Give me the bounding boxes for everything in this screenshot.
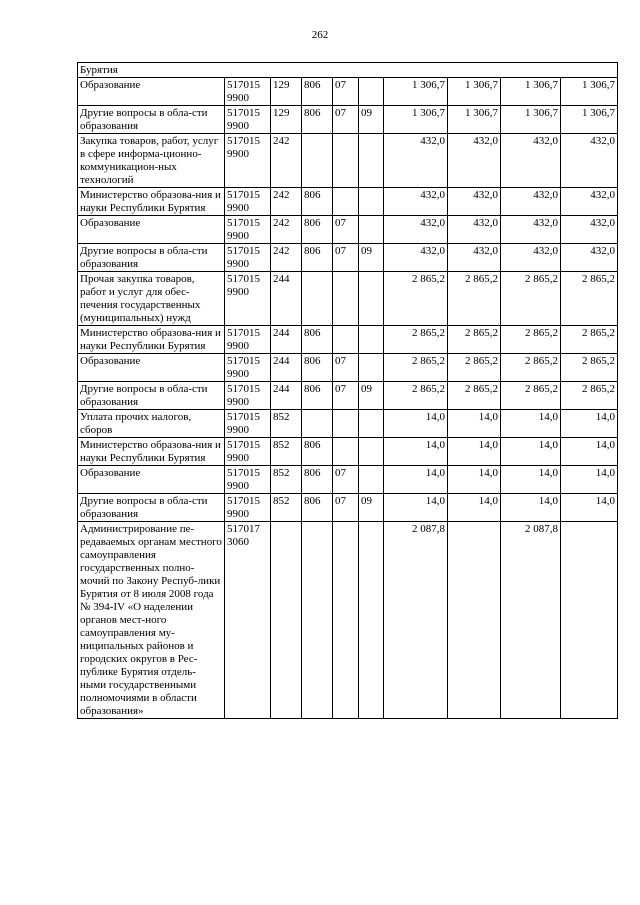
section-code-cell: 07: [333, 216, 359, 244]
item-name-cell: Образование: [78, 216, 225, 244]
expense-type-cell: 244: [271, 382, 302, 410]
item-name-cell: Министерство образова-ния и науки Республики Бурятия: [78, 438, 225, 466]
target-article-cell: 517015 9900: [225, 410, 271, 438]
subsection-code-cell: [359, 134, 384, 188]
table-row: [78, 106, 618, 134]
amount-cell-1: 432,0: [384, 244, 448, 272]
amount-cell-3: 2 865,2: [501, 326, 561, 354]
amount-cell-3: 1 306,7: [501, 78, 561, 106]
target-article-cell: 517015 9900: [225, 466, 271, 494]
amount-cell-4: 2 865,2: [561, 354, 618, 382]
department-code-cell: [302, 272, 333, 326]
subsection-code-cell: [359, 272, 384, 326]
table-row: [78, 522, 618, 719]
item-name-cell: Администрирование пе-редаваемых органам местного самоуправления государственных полно-мочий по Закону Респуб-лики Бурятия от 8 июля 2008 года № 394-IV «О наделении органов мест-ного самоуправления му-ниципальных районов и городских округов в Рес-публике Бурятия отдель-ными государственными полномочиями в области образования»: [78, 522, 225, 719]
section-code-cell: 07: [333, 78, 359, 106]
table-row: [78, 382, 618, 410]
item-name-cell: Закупка товаров, работ, услуг в сфере информа-ционно-коммуникацион-ных технологий: [78, 134, 225, 188]
item-name-cell: Другие вопросы в обла-сти образования: [78, 494, 225, 522]
section-code-cell: [333, 188, 359, 216]
subsection-code-cell: [359, 78, 384, 106]
subsection-code-cell: 09: [359, 494, 384, 522]
amount-cell-4: 2 865,2: [561, 382, 618, 410]
amount-cell-4: 2 865,2: [561, 272, 618, 326]
item-name-cell: Другие вопросы в обла-сти образования: [78, 106, 225, 134]
amount-cell-4: 432,0: [561, 134, 618, 188]
subsection-code-cell: [359, 188, 384, 216]
region-continuation-cell: Бурятия: [78, 63, 618, 78]
expense-type-cell: 244: [271, 326, 302, 354]
item-name-cell: Другие вопросы в обла-сти образования: [78, 244, 225, 272]
target-article-cell: 517015 9900: [225, 494, 271, 522]
amount-cell-4: 2 865,2: [561, 326, 618, 354]
amount-cell-3: 432,0: [501, 244, 561, 272]
target-article-cell: 517015 9900: [225, 78, 271, 106]
amount-cell-1: 14,0: [384, 466, 448, 494]
subsection-code-cell: 09: [359, 382, 384, 410]
amount-cell-4: 1 306,7: [561, 78, 618, 106]
amount-cell-3: 2 087,8: [501, 522, 561, 719]
section-code-cell: 07: [333, 382, 359, 410]
amount-cell-3: 432,0: [501, 188, 561, 216]
section-code-cell: 07: [333, 354, 359, 382]
subsection-code-cell: 09: [359, 106, 384, 134]
amount-cell-4: 14,0: [561, 494, 618, 522]
amount-cell-2: 2 865,2: [448, 326, 501, 354]
item-name-cell: Министерство образова-ния и науки Республики Бурятия: [78, 188, 225, 216]
table-row: [78, 244, 618, 272]
target-article-cell: 517015 9900: [225, 382, 271, 410]
amount-cell-3: 14,0: [501, 494, 561, 522]
target-article-cell: 517015 9900: [225, 134, 271, 188]
department-code-cell: [302, 134, 333, 188]
amount-cell-1: 2 865,2: [384, 382, 448, 410]
item-name-cell: Образование: [78, 354, 225, 382]
subsection-code-cell: [359, 438, 384, 466]
amount-cell-1: 2 087,8: [384, 522, 448, 719]
section-code-cell: 07: [333, 494, 359, 522]
department-code-cell: [302, 522, 333, 719]
department-code-cell: [302, 410, 333, 438]
section-code-cell: 07: [333, 106, 359, 134]
target-article-cell: 517017 3060: [225, 522, 271, 719]
amount-cell-2: 14,0: [448, 466, 501, 494]
table-header-row: [78, 63, 618, 78]
table-row: [78, 494, 618, 522]
expense-type-cell: 852: [271, 494, 302, 522]
amount-cell-4: 14,0: [561, 438, 618, 466]
amount-cell-1: 2 865,2: [384, 354, 448, 382]
amount-cell-3: 2 865,2: [501, 354, 561, 382]
amount-cell-2: 14,0: [448, 438, 501, 466]
amount-cell-4: 14,0: [561, 466, 618, 494]
target-article-cell: 517015 9900: [225, 244, 271, 272]
target-article-cell: 517015 9900: [225, 106, 271, 134]
amount-cell-4: 14,0: [561, 410, 618, 438]
amount-cell-2: 2 865,2: [448, 382, 501, 410]
amount-cell-3: 14,0: [501, 410, 561, 438]
amount-cell-4: 432,0: [561, 216, 618, 244]
table-row: [78, 354, 618, 382]
section-code-cell: [333, 326, 359, 354]
amount-cell-2: [448, 522, 501, 719]
expense-type-cell: 244: [271, 354, 302, 382]
section-code-cell: [333, 438, 359, 466]
subsection-code-cell: 09: [359, 244, 384, 272]
section-code-cell: 07: [333, 244, 359, 272]
department-code-cell: 806: [302, 244, 333, 272]
subsection-code-cell: [359, 410, 384, 438]
section-code-cell: 07: [333, 466, 359, 494]
amount-cell-2: 432,0: [448, 188, 501, 216]
table-row: [78, 134, 618, 188]
table-row: [78, 410, 618, 438]
subsection-code-cell: [359, 326, 384, 354]
department-code-cell: 806: [302, 466, 333, 494]
expense-type-cell: 852: [271, 466, 302, 494]
page-number: 262: [311, 29, 329, 41]
table-row: [78, 188, 618, 216]
department-code-cell: 806: [302, 438, 333, 466]
amount-cell-4: 1 306,7: [561, 106, 618, 134]
target-article-cell: 517015 9900: [225, 188, 271, 216]
amount-cell-1: 1 306,7: [384, 106, 448, 134]
department-code-cell: 806: [302, 188, 333, 216]
amount-cell-2: 14,0: [448, 410, 501, 438]
target-article-cell: 517015 9900: [225, 216, 271, 244]
table-row: [78, 272, 618, 326]
amount-cell-1: 14,0: [384, 410, 448, 438]
item-name-cell: Министерство образова-ния и науки Республики Бурятия: [78, 326, 225, 354]
target-article-cell: 517015 9900: [225, 354, 271, 382]
amount-cell-3: 14,0: [501, 438, 561, 466]
amount-cell-1: 2 865,2: [384, 326, 448, 354]
item-name-cell: Образование: [78, 78, 225, 106]
section-code-cell: [333, 410, 359, 438]
amount-cell-1: 2 865,2: [384, 272, 448, 326]
section-code-cell: [333, 522, 359, 719]
amount-cell-3: 14,0: [501, 466, 561, 494]
expense-type-cell: 242: [271, 188, 302, 216]
section-code-cell: [333, 272, 359, 326]
subsection-code-cell: [359, 466, 384, 494]
amount-cell-3: 432,0: [501, 216, 561, 244]
expense-type-cell: 852: [271, 410, 302, 438]
table-row: [78, 438, 618, 466]
amount-cell-2: 2 865,2: [448, 354, 501, 382]
department-code-cell: 806: [302, 216, 333, 244]
item-name-cell: Уплата прочих налогов, сборов: [78, 410, 225, 438]
amount-cell-2: 432,0: [448, 134, 501, 188]
budget-table: [77, 62, 618, 719]
amount-cell-2: 2 865,2: [448, 272, 501, 326]
department-code-cell: 806: [302, 326, 333, 354]
expense-type-cell: 242: [271, 134, 302, 188]
item-name-cell: Образование: [78, 466, 225, 494]
expense-type-cell: 852: [271, 438, 302, 466]
subsection-code-cell: [359, 354, 384, 382]
amount-cell-3: 1 306,7: [501, 106, 561, 134]
amount-cell-1: 1 306,7: [384, 78, 448, 106]
expense-type-cell: 242: [271, 244, 302, 272]
amount-cell-1: 432,0: [384, 134, 448, 188]
amount-cell-3: 432,0: [501, 134, 561, 188]
item-name-cell: Другие вопросы в обла-сти образования: [78, 382, 225, 410]
amount-cell-3: 2 865,2: [501, 272, 561, 326]
amount-cell-1: 14,0: [384, 494, 448, 522]
expense-type-cell: 129: [271, 78, 302, 106]
department-code-cell: 806: [302, 106, 333, 134]
table-row: [78, 78, 618, 106]
item-name-cell: Прочая закупка товаров, работ и услуг для обес-печения государственных (муниципальных) нужд: [78, 272, 225, 326]
table-row: [78, 326, 618, 354]
table-row: [78, 466, 618, 494]
department-code-cell: 806: [302, 78, 333, 106]
amount-cell-3: 2 865,2: [501, 382, 561, 410]
expense-type-cell: 129: [271, 106, 302, 134]
target-article-cell: 517015 9900: [225, 272, 271, 326]
expense-type-cell: [271, 522, 302, 719]
section-code-cell: [333, 134, 359, 188]
target-article-cell: 517015 9900: [225, 326, 271, 354]
subsection-code-cell: [359, 216, 384, 244]
subsection-code-cell: [359, 522, 384, 719]
amount-cell-2: 14,0: [448, 494, 501, 522]
amount-cell-4: 432,0: [561, 188, 618, 216]
department-code-cell: 806: [302, 494, 333, 522]
expense-type-cell: 242: [271, 216, 302, 244]
amount-cell-1: 14,0: [384, 438, 448, 466]
amount-cell-4: 432,0: [561, 244, 618, 272]
table-row: [78, 216, 618, 244]
expense-type-cell: 244: [271, 272, 302, 326]
department-code-cell: 806: [302, 354, 333, 382]
department-code-cell: 806: [302, 382, 333, 410]
target-article-cell: 517015 9900: [225, 438, 271, 466]
amount-cell-4: [561, 522, 618, 719]
amount-cell-2: 1 306,7: [448, 106, 501, 134]
amount-cell-1: 432,0: [384, 188, 448, 216]
amount-cell-2: 432,0: [448, 216, 501, 244]
amount-cell-2: 1 306,7: [448, 78, 501, 106]
amount-cell-1: 432,0: [384, 216, 448, 244]
amount-cell-2: 432,0: [448, 244, 501, 272]
